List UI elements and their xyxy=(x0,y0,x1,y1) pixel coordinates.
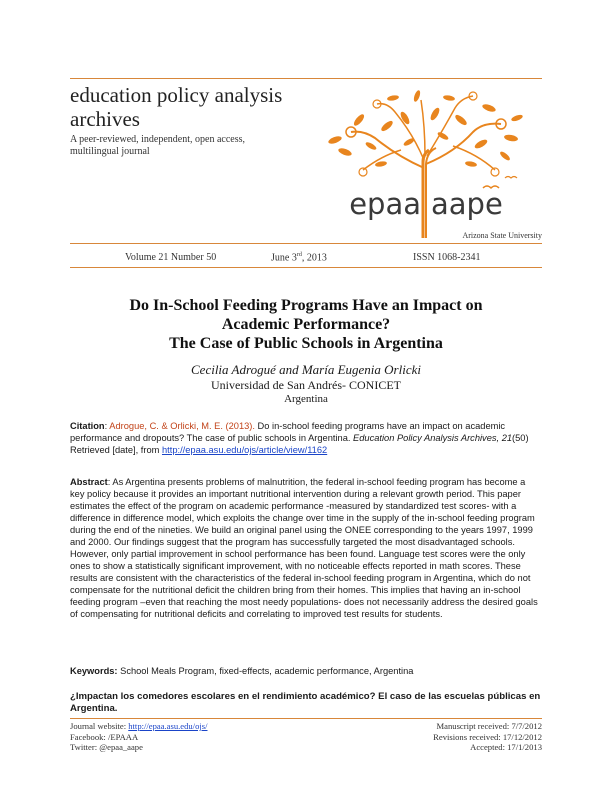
journal-subtitle: A peer-reviewed, independent, open access, multilingual journal xyxy=(70,134,245,157)
epaa-aape-logo xyxy=(305,90,550,240)
citation-authors-link[interactable]: Adrogue, C. & Orlicki, M. E. (2013). xyxy=(109,421,255,431)
footer-contacts: Journal website: http://epaa.asu.edu/ojs/ Facebook: /EPAAA Twitter: @epaa_aape xyxy=(70,721,208,752)
article-title: Do In-School Feeding Programs Have an Impact on Academic Performance? The Case of Public Schools in Argentina xyxy=(129,297,483,352)
article-country: Argentina xyxy=(284,393,328,405)
university-name: Arizona State University xyxy=(462,231,542,240)
facebook-handle: Facebook: /EPAAA xyxy=(70,731,139,742)
article-affiliation: Universidad de San Andrés- CONICET xyxy=(211,378,401,392)
issn: ISSN 1068-2341 xyxy=(413,252,481,263)
footer-dates xyxy=(433,721,542,753)
top-rule xyxy=(70,78,542,79)
accepted-date: Accepted: 17/1/2013 xyxy=(470,742,542,752)
issue-date: June 3rd, 2013 xyxy=(271,252,327,264)
article-authors: Cecilia Adrogué and María Eugenia Orlicki xyxy=(191,362,421,377)
citation: Citation: Adrogue, C. & Orlicki, M. E. (2013). Do in-school feeding programs have an impact on academic performance and dropouts? The case of public schools in Argentina. Education Policy Analysis Archives, 21(50) Retrieved [date], from http://epaa.asu.edu/ojs/article/view/1162 xyxy=(70,421,529,455)
abstract: Abstract: As Argentina presents problems of malnutrition, the federal in-school feeding program has become a key policy because it provides an important nutritional intervention during a relevant growth period. This paper estimates the effect of the program on academic performance -measured by standardized test scores- with a difference in difference model, which exploits the change over time in the supply of the in-school feeding program during the end of the nineties. We build an original panel using the ONEE corresponding to the years 1997, 1999 and 2000. Our findings suggest that the program has successfully targeted the most disadvantaged schools. However, only partial improvement in school performance has been found. Language test scores were the only ones to show a statistically significant improvement, with no noticeable effects reported in math scores. These results are consistent with the characteristics of the federal in-school feeding program in Argentina, which do not compensate for the nutritional deficit the children bring from their homes. This implies that having an in-school feeding program –even that reaching the most needy populations- does not necessarily address the desired goals of compensating for nutritional deficits and correlating to improved test results for students. xyxy=(70,477,538,619)
volume-number: Volume 21 Number 50 xyxy=(125,252,217,263)
twitter-handle: Twitter: @epaa_aape xyxy=(70,742,143,752)
issue-rule-bottom xyxy=(70,267,542,268)
spanish-title: ¿Impactan los comedores escolares en el rendimiento académico? El caso de las escuelas públicas en Argentina. xyxy=(70,691,541,714)
logo-text-aape: aape xyxy=(431,187,503,221)
footer-rule xyxy=(70,718,542,719)
logo-text-epaa: epaa xyxy=(349,187,421,221)
article-url-link[interactable]: http://epaa.asu.edu/ojs/article/view/1162 xyxy=(161,445,328,455)
revisions-received: Revisions received: 17/12/2012 xyxy=(433,731,542,742)
keywords: Keywords: School Meals Program, fixed-effects, academic performance, Argentina xyxy=(70,666,414,676)
journal-website-link[interactable]: http://epaa.asu.edu/ojs/ xyxy=(128,721,208,731)
issue-rule-top xyxy=(70,243,542,244)
journal-title: education policy analysis archives xyxy=(70,83,283,131)
manuscript-received: Manuscript received: 7/7/2012 xyxy=(436,721,542,731)
